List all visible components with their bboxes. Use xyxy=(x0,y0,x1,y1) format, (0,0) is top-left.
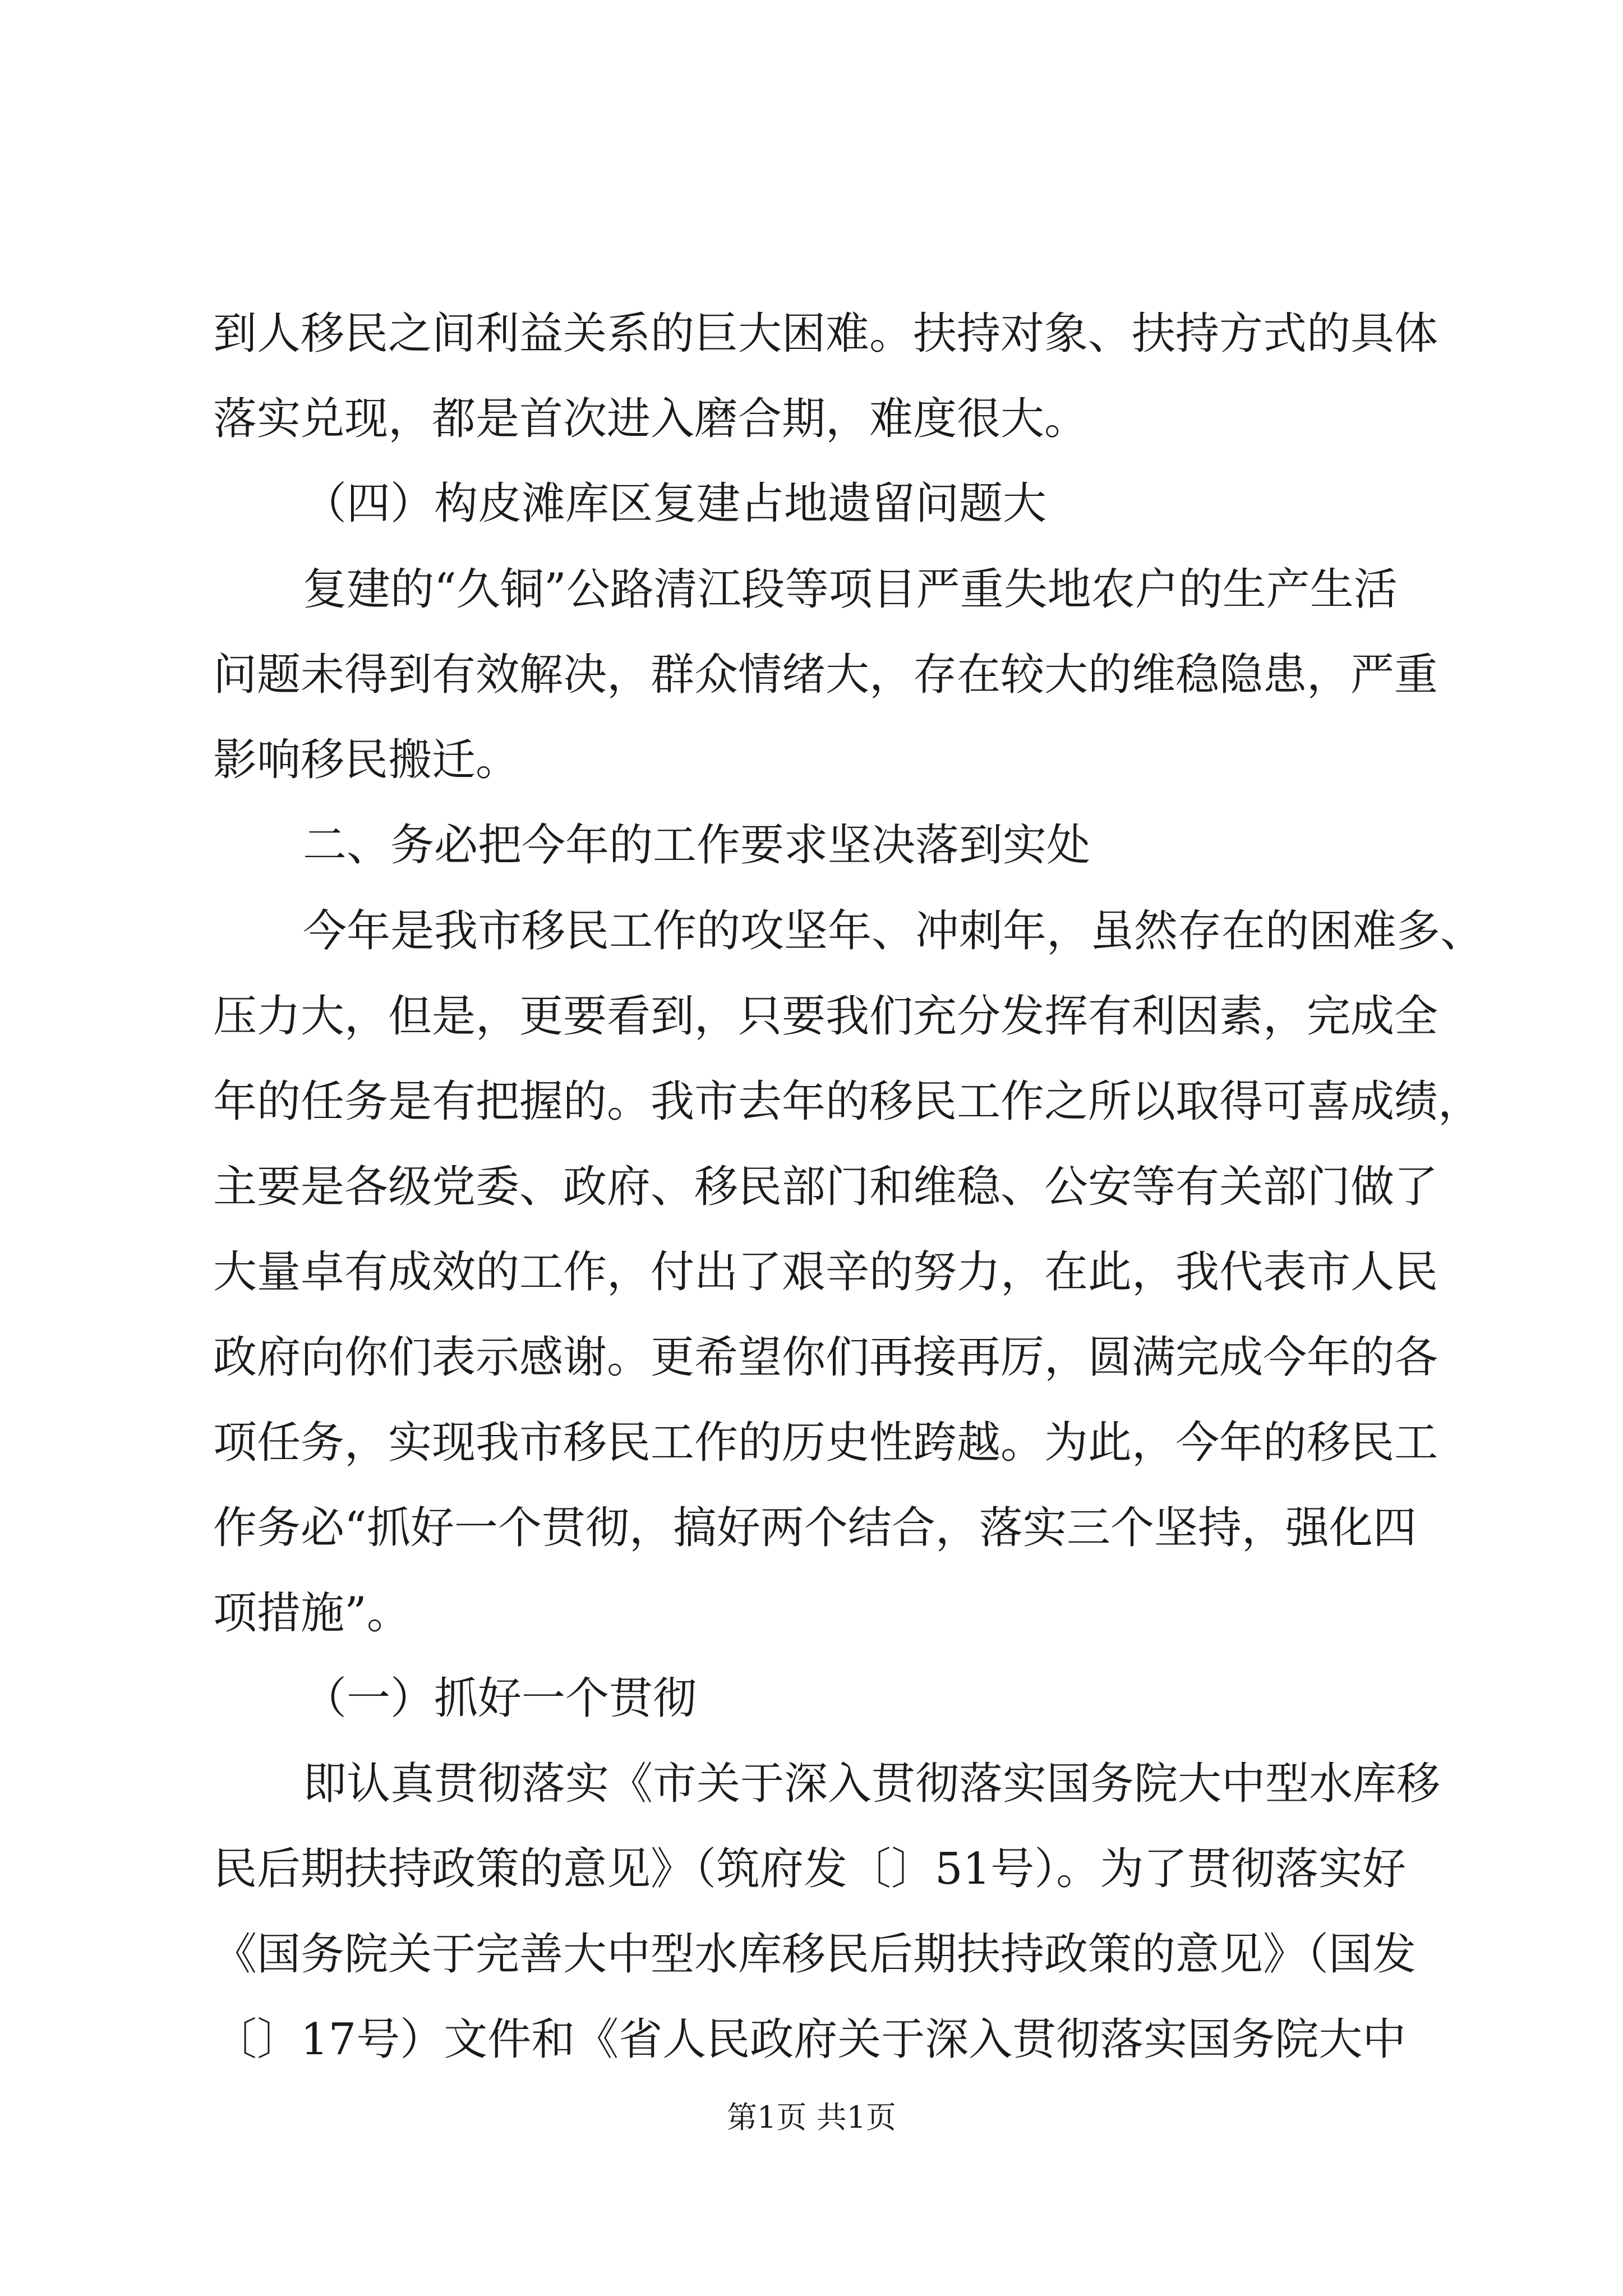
body-line: 作务必“抓好一个贯彻，搞好两个结合，落实三个坚持，强化四 xyxy=(213,1503,1417,1553)
body-line: 主要是各级党委、政府、移民部门和维稳、公安等有关部门做了 xyxy=(213,1162,1438,1212)
section-heading: 二、务必把今年的工作要求坚决落到实处 xyxy=(303,820,1091,871)
section-heading: （四）构皮滩库区复建占地遗留问题大 xyxy=(303,478,1047,529)
body-line: 影响移民搬迁。 xyxy=(213,735,520,785)
body-line: 落实兑现，都是首次进入磨合期，难度很大。 xyxy=(213,394,1089,444)
body-line: 项任务，实现我市移民工作的历史性跨越。为此，今年的移民工 xyxy=(213,1418,1438,1468)
body-line: 年的任务是有把握的。我市去年的移民工作之所以取得可喜成绩， xyxy=(213,1076,1482,1127)
body-line: 《国务院关于完善大中型水库移民后期扶持政策的意见》（国发 xyxy=(213,1929,1417,1980)
body-line: 今年是我市移民工作的攻坚年、冲刺年，虽然存在的困难多、 xyxy=(303,906,1484,956)
body-line: 压力大，但是，更要看到，只要我们充分发挥有利因素，完成全 xyxy=(213,991,1438,1042)
body-line: 大量卓有成效的工作，付出了艰辛的努力，在此，我代表市人民 xyxy=(213,1247,1438,1297)
body-line: 问题未得到有效解决，群众情绪大，存在较大的维稳隐患，严重 xyxy=(213,650,1438,700)
body-line: 〔〕17号）文件和《省人民政府关于深入贯彻落实国务院大中 xyxy=(213,2014,1407,2065)
body-line: 到人移民之间利益关系的巨大困难。扶持对象、扶持方式的具体 xyxy=(213,309,1438,359)
body-line: 民后期扶持政策的意见》（筑府发〔〕51号）。为了贯彻落实好 xyxy=(213,1844,1407,1894)
body-line: 复建的“久铜”公路清江段等项目严重失地农户的生产生活 xyxy=(303,564,1398,615)
body-line: 项措施”。 xyxy=(213,1588,411,1639)
body-line: 政府向你们表示感谢。更希望你们再接再厉，圆满完成今年的各 xyxy=(213,1332,1438,1383)
body-line: 即认真贯彻落实《市关于深入贯彻落实国务院大中型水库移 xyxy=(303,1759,1441,1809)
section-heading: （一）抓好一个贯彻 xyxy=(303,1673,697,1724)
page-footer: 第1页 共1页 xyxy=(727,2100,896,2135)
